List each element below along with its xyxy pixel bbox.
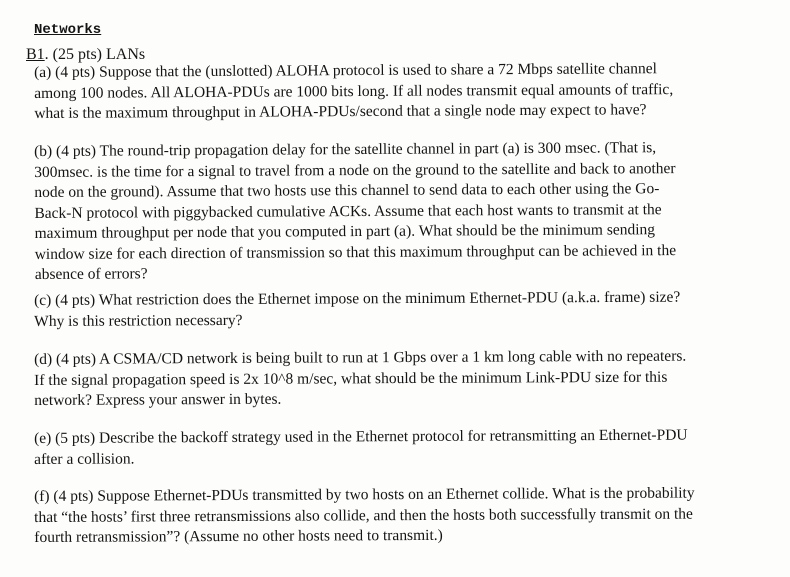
text-line: Why is this restriction necessary?	[34, 311, 243, 330]
text-line: (f) (4 pts) Suppose Ethernet-PDUs transmitted by two hosts on an Ethernet collide. What is the probability	[34, 484, 695, 505]
text-line: node on the ground). Assume that two hosts use this channel to send data to each other using the Go-	[34, 180, 660, 201]
text-line: 300msec. is the time for a signal to travel from a node on the ground to the satellite and back to another	[34, 159, 676, 181]
text-line: among 100 nodes. All ALOHA-PDUs are 1000 bits long. If all nodes transmit equal amounts of traffic,	[34, 80, 674, 102]
text-line: (d) (4 pts) A CSMA/CD network is being built to run at 1 Gbps over a 1 km long cable with no repeaters.	[34, 347, 687, 368]
part-e	[34, 425, 769, 470]
part-c	[34, 287, 769, 332]
text-line: (a) (4 pts) Suppose that the (unslotted) ALOHA protocol is used to share a 72 Mbps satellite channel	[34, 60, 658, 81]
text-line: window size for each direction of transmission so that this maximum throughput can be achieved in the	[34, 241, 677, 263]
part-b	[34, 138, 770, 286]
part-a	[34, 59, 769, 125]
part-f	[34, 483, 769, 548]
question-header-text: . (25 pts) LANs	[44, 46, 146, 63]
text-line: after a collision.	[34, 449, 135, 468]
text-line: (b) (4 pts) The round-trip propagation delay for the satellite channel in part (a) is 300 msec. (That is,	[34, 139, 657, 160]
text-line: maximum throughput per node that you computed in part (a). What should be the minimum sending	[34, 221, 656, 242]
question-header	[26, 46, 145, 64]
text-line: If the signal propagation speed is 2x 10^8 m/sec, what should be the minimum Link-PDU size for this	[34, 368, 668, 389]
text-line: absence of errors?	[34, 265, 148, 283]
text-line: (e) (5 pts) Describe the backoff strategy used in the Ethernet protocol for retransmitting an Ethernet-PDU	[34, 426, 688, 447]
text-line: network? Express your answer in bytes.	[34, 390, 282, 409]
section-title: Networks	[34, 22, 102, 38]
text-line: what is the maximum throughput in ALOHA-PDUs/second that a single node may expect to have?	[34, 101, 647, 122]
text-line: (c) (4 pts) What restriction does the Ethernet impose on the minimum Ethernet-PDU (a.k.a. frame) size?	[34, 288, 681, 309]
text-line: that “the hosts’ first three retransmissions also collide, and then the hosts both successfully transmit on the	[34, 505, 693, 526]
text-line: Back-N protocol with piggybacked cumulative ACKs. Assume that each host wants to transmit at the	[34, 200, 662, 222]
text-line: fourth retransmission”? (Assume no other hosts need to transmit.)	[34, 526, 443, 546]
question-number: B1	[26, 46, 45, 63]
part-d	[34, 346, 769, 411]
